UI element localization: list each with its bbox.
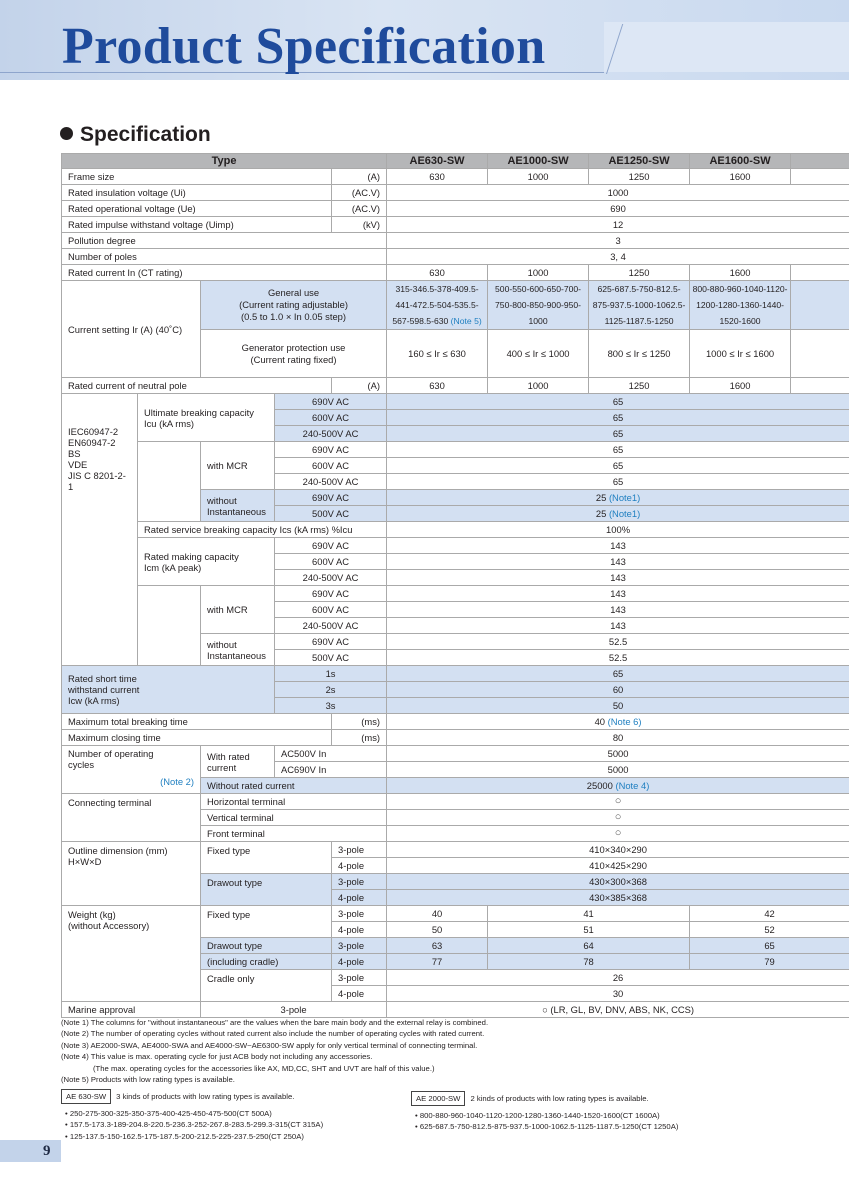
row-label: Rated service breaking capacity Ics (kA rms) %Icu xyxy=(138,522,387,538)
cell-value: 65 xyxy=(387,474,849,490)
note-reference: (Note 2) xyxy=(160,776,194,787)
voltage-label: 600V AC xyxy=(275,602,387,618)
spacer-cell xyxy=(791,281,849,330)
cell-value: ○ (LR, GL, BV, DNV, ABS, NK, CCS) xyxy=(387,1002,849,1018)
spacer-cell xyxy=(791,169,849,185)
cell-value: 40 (Note 6) xyxy=(387,714,849,730)
cell-value: 12 xyxy=(387,217,849,233)
model-box: AE 2000-SW xyxy=(411,1091,465,1106)
without-label-line: without xyxy=(207,638,237,650)
table-row xyxy=(62,169,849,185)
table-row xyxy=(62,794,849,810)
table-row xyxy=(62,249,849,265)
table-row xyxy=(62,714,849,730)
note-line: (Note 2) The number of operating cycles without rated current also include the number of operating cycles with rated current. xyxy=(61,1029,485,1039)
icm-label xyxy=(138,538,275,586)
cell-value: 42 xyxy=(690,906,849,922)
cell-value: 5000 xyxy=(387,762,849,778)
low-rating-text: 3 kinds of products with low rating types is available. xyxy=(116,1092,295,1101)
voltage-label: 240-500V AC xyxy=(275,618,387,634)
circle-icon: ○ xyxy=(387,826,849,842)
icw-label xyxy=(62,666,275,714)
low-rating-item: • 125-137.5-150-162.5-175-187.5-200-212.5-225-237.5-250(CT 250A) xyxy=(65,1131,304,1141)
cell-value: 40 xyxy=(387,906,488,922)
cell-value: 65 xyxy=(387,442,849,458)
table-row xyxy=(62,201,849,217)
cell-value: 630 xyxy=(387,378,488,394)
voltage-label: 690V AC xyxy=(275,442,387,458)
cell-value: 79 xyxy=(690,954,849,970)
voltage-label: 240-500V AC xyxy=(275,426,387,442)
voltage-label: 600V AC xyxy=(275,554,387,570)
icu-label xyxy=(138,394,275,442)
low-rating-item: • 157.5-173.3-189-204.8-220.5-236.3-252-267.8-283.5-299.3-315(CT 315A) xyxy=(65,1120,324,1130)
low-rating-item: • 800-880-960-1040-1120-1200-1280-1360-1440-1520-1600(CT 1600A) xyxy=(415,1111,660,1120)
cell-value: 65 xyxy=(387,410,849,426)
outline-dimension-label xyxy=(62,842,201,906)
outline-label-line: Outline dimension (mm) xyxy=(68,845,168,856)
voltage-label: 690V AC xyxy=(275,394,387,410)
cell-value: 78 xyxy=(488,954,690,970)
operating-cycles-label xyxy=(62,746,201,794)
standards-label xyxy=(62,394,138,666)
model-box: AE 630-SW xyxy=(61,1089,111,1104)
with-mcr-label: with MCR xyxy=(201,586,275,634)
bullet-icon xyxy=(60,127,73,140)
cell-value: 3, 4 xyxy=(387,249,849,265)
pole-label: 4-pole xyxy=(332,922,387,938)
table-row xyxy=(62,538,849,554)
standard-item: IEC60947-2 xyxy=(68,426,119,437)
row-label: Number of poles xyxy=(62,249,387,265)
table-row xyxy=(62,233,849,249)
note-reference: (Note 4) xyxy=(615,780,650,791)
weight-label-line: Weight (kg) xyxy=(68,909,116,920)
row-label: Pollution degree xyxy=(62,233,387,249)
circle-icon: ○ xyxy=(387,810,849,826)
time-label: 3s xyxy=(275,698,387,714)
row-label: Frame size xyxy=(62,169,332,185)
terminal-type: Vertical terminal xyxy=(201,810,387,826)
voltage-label: AC690V In xyxy=(275,762,387,778)
pole-label: 4-pole xyxy=(332,890,387,906)
cell-value: 143 xyxy=(387,554,849,570)
page-number-box xyxy=(0,1140,61,1162)
cell-value: 50 xyxy=(387,698,849,714)
voltage-label: 600V AC xyxy=(275,458,387,474)
pole-label: 3-pole xyxy=(332,970,387,986)
cell-value: 315-346.5-378-409.5-441-472.5-504-535.5-567-598.5-630 (Note 5) xyxy=(387,281,488,330)
cell-value: 65 xyxy=(387,394,849,410)
without-instantaneous-label xyxy=(201,634,275,666)
row-unit: (kV) xyxy=(332,217,387,233)
row-unit: (AC.V) xyxy=(332,185,387,201)
without-instantaneous-label xyxy=(201,490,275,522)
cell-value: 1600 xyxy=(690,265,791,281)
specification-table-wrapper xyxy=(61,153,849,1018)
cell-value: 25 (Note1) xyxy=(387,490,849,506)
cell-value: 65 xyxy=(387,426,849,442)
row-label: Marine approval xyxy=(62,1002,201,1018)
table-row xyxy=(62,265,849,281)
terminal-type: Horizontal terminal xyxy=(201,794,387,810)
cell-value: 5000 xyxy=(387,746,849,762)
note-reference: (Note1) xyxy=(608,508,641,519)
cell-value: 800-880-960-1040-1120-1200-1280-1360-1440-1520-1600 xyxy=(690,281,791,330)
row-unit: (ms) xyxy=(332,730,387,746)
row-unit: (AC.V) xyxy=(332,201,387,217)
cell-value: 400 ≤ Ir ≤ 1000 xyxy=(488,330,589,378)
voltage-label: 500V AC xyxy=(275,506,387,522)
without-label-line: without xyxy=(207,494,237,506)
cell-value: 52.5 xyxy=(387,650,849,666)
specification-table xyxy=(61,153,849,1018)
cell-value: 630 xyxy=(387,265,488,281)
icu-label-line: Ultimate breaking capacity xyxy=(144,406,254,418)
time-label: 2s xyxy=(275,682,387,698)
cell-value: 80 xyxy=(387,730,849,746)
cell-value: 100% xyxy=(387,522,849,538)
cell-value: 65 xyxy=(690,938,849,954)
cell-value: 1000 xyxy=(488,378,589,394)
table-row xyxy=(62,1002,849,1018)
table-row xyxy=(62,842,849,858)
voltage-label: 240-500V AC xyxy=(275,474,387,490)
icu-label-line: Icu (kA rms) xyxy=(144,417,195,429)
cell-value: 800 ≤ Ir ≤ 1250 xyxy=(589,330,690,378)
row-unit: (A) xyxy=(332,378,387,394)
model-header: AE1000-SW xyxy=(488,154,589,169)
type-header: Type xyxy=(62,154,387,169)
standard-item: VDE xyxy=(68,459,88,470)
page-title: Product Specification xyxy=(62,18,546,75)
row-label: Current setting Ir (A) (40˚C) xyxy=(62,281,201,378)
note-reference: (Note 6) xyxy=(607,716,642,727)
cell-value: 500-550-600-650-700-750-800-850-900-950-1000 xyxy=(488,281,589,330)
general-use-title: General use xyxy=(267,287,320,298)
page-number: 9 xyxy=(43,1143,51,1159)
table-row xyxy=(62,217,849,233)
note-line: (Note 4) This value is max. operating cycle for just ACB body not including any accessories. xyxy=(61,1052,373,1062)
standard-item: JIS C 8201-2-1 xyxy=(68,470,126,492)
row-label: Rated operational voltage (Ue) xyxy=(62,201,332,217)
header-spacer xyxy=(791,154,849,169)
table-row xyxy=(62,442,849,458)
low-rating-text: 2 kinds of products with low rating types is available. xyxy=(470,1094,649,1103)
row-unit: (A) xyxy=(332,169,387,185)
weight-label-line: (without Accessory) xyxy=(68,920,150,931)
cell-value: 25 (Note1) xyxy=(387,506,849,522)
cell-value: 64 xyxy=(488,938,690,954)
general-use-label xyxy=(201,281,387,330)
pole-label: 4-pole xyxy=(332,858,387,874)
model-header: AE630-SW xyxy=(387,154,488,169)
low-rating-item: • 625-687.5-750-812.5-875-937.5-1000-1062.5-1125-1187.5-1250(CT 1250A) xyxy=(415,1122,679,1132)
drawout-type-label: Drawout type xyxy=(201,938,332,954)
cell-value: 65 xyxy=(387,458,849,474)
cell-value: 30 xyxy=(387,986,849,1002)
header-banner-highlight xyxy=(604,22,849,72)
standard-item: BS xyxy=(68,448,81,459)
cell-value: 625-687.5-750-812.5-875-937.5-1000-1062.5-1125-1187.5-1250 xyxy=(589,281,690,330)
without-label-line: Instantaneous xyxy=(207,505,266,517)
cell-value: 410×425×290 xyxy=(387,858,849,874)
table-row xyxy=(62,378,849,394)
table-row xyxy=(62,586,849,602)
cell-value: 50 xyxy=(387,922,488,938)
row-label: Rated impulse withstand voltage (Uimp) xyxy=(62,217,332,233)
cell-value: 143 xyxy=(387,602,849,618)
notes-block xyxy=(61,1017,841,1085)
pole-label: 3-pole xyxy=(332,938,387,954)
blank-cell xyxy=(138,442,201,522)
section-heading xyxy=(60,122,211,148)
cell-value: 1000 xyxy=(387,185,849,201)
spacer-cell xyxy=(791,378,849,394)
table-row xyxy=(62,666,849,682)
cell-value: 143 xyxy=(387,570,849,586)
cycles-label-line: Number of operating xyxy=(68,748,154,759)
cell-value: 3 xyxy=(387,233,849,249)
cell-value: 410×340×290 xyxy=(387,842,849,858)
section-title: Specification xyxy=(80,123,211,146)
cell-value: 77 xyxy=(387,954,488,970)
fixed-type-label: Fixed type xyxy=(201,906,332,938)
generator-use-sub: (Current rating fixed) xyxy=(250,353,337,365)
cell-value: 51 xyxy=(488,922,690,938)
cell-value: 1000 ≤ Ir ≤ 1600 xyxy=(690,330,791,378)
model-header: AE1250-SW xyxy=(589,154,690,169)
row-label: Maximum total breaking time xyxy=(62,714,332,730)
standard-item: EN60947-2 xyxy=(68,437,116,448)
voltage-label: 690V AC xyxy=(275,586,387,602)
low-rating-right xyxy=(411,1091,678,1133)
low-rating-item: • 250-275-300-325-350-375-400-425-450-475-500(CT 500A) xyxy=(65,1109,272,1118)
cell-value: 160 ≤ Ir ≤ 630 xyxy=(387,330,488,378)
generator-use-label xyxy=(201,330,387,378)
note-line: (Note 3) AE2000-SWA, AE4000-SWA and AE4000-SW~AE6300-SW apply for only vertical terminal of connecting terminal. xyxy=(61,1040,478,1050)
row-label: Maximum closing time xyxy=(62,730,332,746)
spacer-cell xyxy=(791,265,849,281)
voltage-label: 600V AC xyxy=(275,410,387,426)
table-row-current-setting-general xyxy=(62,281,849,330)
row-label: Rated current In (CT rating) xyxy=(62,265,387,281)
table-header-row xyxy=(62,154,849,169)
table-row xyxy=(62,185,849,201)
note-line: (Note 1) The columns for "without instantaneous" are the values when the bare main body and the external relay is combined. xyxy=(61,1018,489,1027)
cell-value: 41 xyxy=(488,906,690,922)
cell-value: 60 xyxy=(387,682,849,698)
general-use-sub2: (0.5 to 1.0 × In 0.05 step) xyxy=(241,311,347,322)
table-row xyxy=(62,730,849,746)
table-row xyxy=(62,906,849,922)
voltage-label: 690V AC xyxy=(275,538,387,554)
cell-value: 1250 xyxy=(589,169,690,185)
pole-label: 3-pole xyxy=(332,842,387,858)
pole-label: 3-pole xyxy=(332,906,387,922)
drawout-type-label: Drawout type xyxy=(201,874,332,906)
without-rated-current-label: Without rated current xyxy=(201,778,387,794)
terminal-type: Front terminal xyxy=(201,826,387,842)
cell-value: 1000 xyxy=(488,265,589,281)
pole-label: 3-pole xyxy=(201,1002,387,1018)
cell-value: 143 xyxy=(387,538,849,554)
pole-label: 4-pole xyxy=(332,986,387,1002)
general-use-sub1: (Current rating adjustable) xyxy=(239,299,348,310)
with-rated-current-label xyxy=(201,746,275,778)
cradle-only-label: Cradle only xyxy=(201,970,332,1002)
row-unit: (ms) xyxy=(332,714,387,730)
without-label-line: Instantaneous xyxy=(207,649,266,661)
cell-value: 143 xyxy=(387,586,849,602)
row-label: Rated current of neutral pole xyxy=(62,378,332,394)
drawout-cradle-label: (including cradle) xyxy=(201,954,332,970)
blank-cell xyxy=(138,586,201,666)
time-label: 1s xyxy=(275,666,387,682)
voltage-label: 240-500V AC xyxy=(275,570,387,586)
cell-value: 52.5 xyxy=(387,634,849,650)
cell-value: 25000 (Note 4) xyxy=(387,778,849,794)
cell-value: 1250 xyxy=(589,265,690,281)
circle-icon: ○ xyxy=(387,794,849,810)
icm-label-line: Icm (kA peak) xyxy=(144,561,202,573)
cell-value: 143 xyxy=(387,618,849,634)
with-mcr-label: with MCR xyxy=(201,442,275,490)
pole-label: 4-pole xyxy=(332,954,387,970)
cell-value: 63 xyxy=(387,938,488,954)
table-row xyxy=(62,746,849,762)
with-rated-line: current xyxy=(207,761,237,773)
note-line: (Note 5) Products with low rating types is available. xyxy=(61,1075,235,1085)
icw-label-line: withstand current xyxy=(68,684,140,695)
voltage-label: 500V AC xyxy=(275,650,387,666)
cell-value: 630 xyxy=(387,169,488,185)
cell-value: 1250 xyxy=(589,378,690,394)
cell-value: 430×385×368 xyxy=(387,890,849,906)
weight-label xyxy=(62,906,201,1002)
table-row xyxy=(62,522,849,538)
cycles-label-line: cycles xyxy=(68,759,95,770)
cell-value: 690 xyxy=(387,201,849,217)
with-rated-line: With rated xyxy=(207,750,250,762)
cell-value: 1600 xyxy=(690,169,791,185)
connecting-terminal-label: Connecting terminal xyxy=(62,794,201,842)
generator-use-title: Generator protection use xyxy=(241,341,346,353)
cell-value: 1600 xyxy=(690,378,791,394)
note-reference: (Note1) xyxy=(608,492,641,503)
cell-value: 1000 xyxy=(488,169,589,185)
low-rating-left xyxy=(61,1089,323,1142)
voltage-label: 690V AC xyxy=(275,634,387,650)
note-reference: (Note 5) xyxy=(450,316,482,326)
voltage-label: 690V AC xyxy=(275,490,387,506)
row-label: Rated insulation voltage (Ui) xyxy=(62,185,332,201)
fixed-type-label: Fixed type xyxy=(201,842,332,874)
table-row xyxy=(62,394,849,410)
cell-value: 430×300×368 xyxy=(387,874,849,890)
model-header: AE1600-SW xyxy=(690,154,791,169)
icm-label-line: Rated making capacity xyxy=(144,550,239,562)
cell-value: 52 xyxy=(690,922,849,938)
cell-value: 65 xyxy=(387,666,849,682)
pole-label: 3-pole xyxy=(332,874,387,890)
spacer-cell xyxy=(791,330,849,378)
icw-label-line: Rated short time xyxy=(68,673,137,684)
outline-label-line: H×W×D xyxy=(68,856,102,867)
cell-value: 26 xyxy=(387,970,849,986)
icw-label-line: Icw (kA rms) xyxy=(68,695,120,706)
note-line: (The max. operating cycles for the accessories like AX, MD,CC, SHT and UVT are half of this value.) xyxy=(93,1063,435,1073)
voltage-label: AC500V In xyxy=(275,746,387,762)
